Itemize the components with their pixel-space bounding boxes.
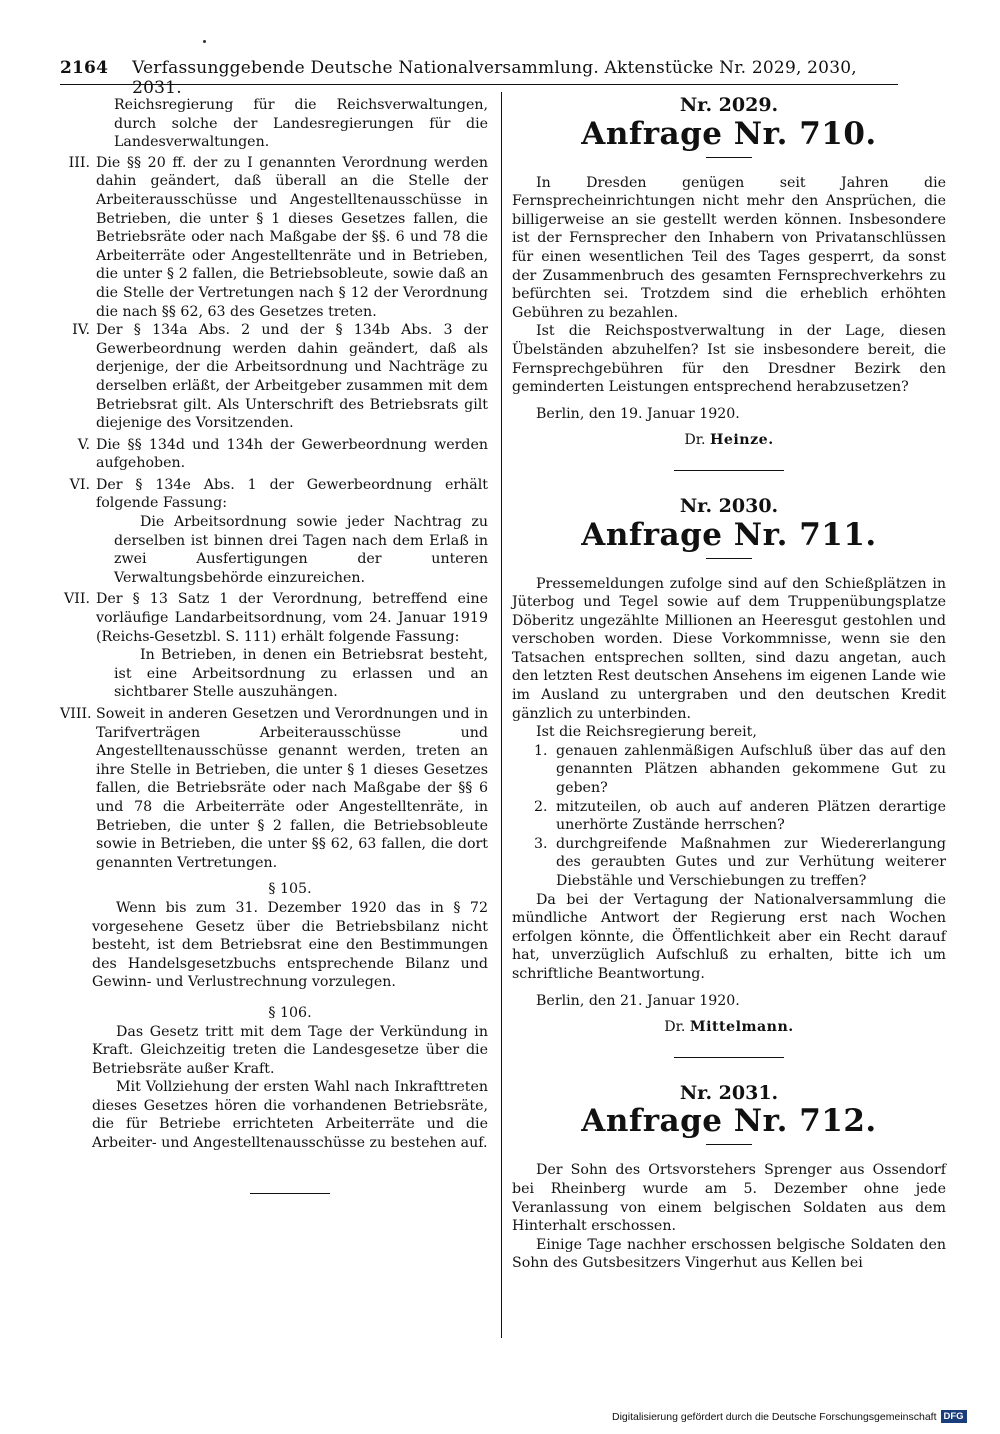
item-v xyxy=(77,436,488,473)
page-number: 2164 xyxy=(60,58,109,78)
separator-rule xyxy=(674,1057,784,1058)
item-iv xyxy=(72,321,488,433)
left-column xyxy=(60,96,488,1208)
item-numeral: VIII. xyxy=(60,706,92,722)
section-106-para-1: Das Gesetz tritt mit dem Tage der Verkündung in Kraft. Gleichzeitig treten die Landesgesetze über die Betriebsräte außer Kraft. xyxy=(92,1023,488,1077)
credit-text: Digitalisierung gefördert durch die Deutsche Forschungsgemeinschaft xyxy=(612,1410,937,1423)
document-2031 xyxy=(512,1081,946,1273)
footer-credit xyxy=(612,1410,967,1423)
title-rule xyxy=(706,157,752,158)
item-text: Soweit in anderen Gesetzen und Verordnungen und in Tarifverträgen Arbeiterausschüsse und Angestelltenausschüsse genannt werden, treten an ihre Stelle in Betrieben, die unter § 1 dieses Gesetzes fallen, die Betriebsräte oder nach Maßgabe der §§ 6 und 78 die Arbeiterräte oder Angestelltenräte, in Betrieben, die unter § 2 fallen, die Betriebsobleute sowie in Betrieben, die unter §§ 62, 63 fallen, die dort genannten Vertretungen. xyxy=(96,706,488,871)
document-2030 xyxy=(512,494,946,1058)
list-item: 1. genauen zahlenmäßigen Aufschluß über das auf den genannten Plätzen abhanden gekommene Gut zu geben? xyxy=(534,742,946,797)
right-column xyxy=(512,96,946,1273)
doc-paragraph: Da bei der Vertagung der Nationalversammlung die mündliche Antwort der Regierung erst nach Wochen erfolgen könnte, die Öffentlichkeit aber ein Recht darauf hat, unverzüglich Aufschluß zu erhalten, bitte ich um schriftliche Beantwortung. xyxy=(512,891,946,982)
item-text: Die §§ 20 ff. der zu I genannten Verordnung werden dahin geändert, daß überall an die Stelle der Arbeiterausschüsse und Angestelltenausschüsse in Betrieben, die unter § 1 dieses Gesetzes fallen, die Betriebsräte oder nach Maßgabe der §§. 6 und 78 die Arbeiterräte oder Angestelltenräte und in Betrieben, die unter § 2 fallen, die Betriebsobleute, sowie daß an die Stelle der Vertretungen nach § 12 der Verordnung die nach §§ 62, 63 des Gesetzes treten. xyxy=(96,154,488,320)
doc-number: Nr. 2030. xyxy=(679,494,779,517)
separator-rule xyxy=(674,470,784,471)
place-date: Berlin, den 19. Januar 1920. xyxy=(536,405,740,422)
list-item: 2. mitzuteilen, ob auch auf anderen Plätzen derartige unerhörte Zustände herrschen? xyxy=(534,798,946,834)
sig-prefix: Dr. xyxy=(664,1019,686,1036)
title-rule xyxy=(706,1144,752,1145)
doc-paragraph: Ist die Reichspostverwaltung in der Lage, diesen Übelständen abzuhelfen? Ist sie insbesondere bereit, die Fernsprechgebühren für den Dresdner Bezirk den geminderten Leistungen entsprechend herabzusetzen? xyxy=(512,323,946,396)
section-106-para-2: Mit Vollziehung der ersten Wahl nach Inkrafttreten dieses Gesetzes hören die vorhandenen Betriebsräte, die für Betriebe errichteten Arbeiterräte und die Arbeiter- und Angestelltenausschüsse zu bestehen auf. xyxy=(92,1079,488,1152)
item-vii xyxy=(64,590,488,702)
sig-name: Heinze. xyxy=(709,432,774,449)
item-vi xyxy=(69,476,488,588)
continuation-text: Reichsregierung für die Reichsverwaltungen, durch solche der Landesregierungen für die Landesverwaltungen. xyxy=(114,97,488,151)
doc-paragraph: Ist die Reichsregierung bereit, xyxy=(536,724,757,741)
place-date: Berlin, den 21. Januar 1920. xyxy=(536,992,740,1009)
section-105-text: Wenn bis zum 31. Dezember 1920 das in § 72 vorgesehene Gesetz über die Betriebsbilanz nicht besteht, ist dem Betriebsrat eine den Bestimmungen des Handelsgesetzbuchs entsprechende Bilanz und Gewinn- und Verlustrechnung vorzulegen. xyxy=(92,899,488,991)
column-divider xyxy=(501,92,502,1338)
item-text: Der § 134e Abs. 1 der Gewerbeordnung erhält folgende Fassung: xyxy=(96,476,488,512)
item-numeral: VII. xyxy=(64,591,90,608)
item-numeral: VI. xyxy=(69,476,90,493)
doc-paragraph: Einige Tage nachher erschossen belgische Soldaten den Sohn des Gutsbesitzers Vingerhut aus Kellen bei xyxy=(512,1236,946,1272)
question-list xyxy=(512,742,946,891)
sig-name: Mittelmann. xyxy=(689,1019,794,1036)
header-rule xyxy=(60,84,898,85)
end-rule xyxy=(250,1193,330,1194)
doc-number: Nr. 2031. xyxy=(679,1081,779,1104)
item-numeral: IV. xyxy=(72,322,90,339)
document-2029 xyxy=(512,96,946,471)
item-numeral: V. xyxy=(77,436,90,453)
print-speck xyxy=(203,40,206,43)
item-quote: Die Arbeitsordnung sowie jeder Nachtrag zu derselben ist binnen drei Tagen nach dem Erlaß in zwei Ausfertigungen der unteren Verwaltungsbehörde einzureichen. xyxy=(114,514,488,586)
dfg-logo: DFG xyxy=(941,1410,967,1423)
item-iii xyxy=(68,154,488,321)
page-header xyxy=(60,58,900,98)
section-106-title: § 106. xyxy=(268,1004,312,1021)
doc-paragraph: Der Sohn des Ortsvorstehers Sprenger aus Ossendorf bei Rheinberg wurde am 5. Dezember ohne jede Veranlassung von einem belgischen Soldaten aus dem Hinterhalt erschossen. xyxy=(512,1162,946,1235)
sig-prefix: Dr. xyxy=(684,432,706,449)
running-title: Verfassunggebende Deutsche Nationalversammlung. Aktenstücke Nr. 2029, 2030, 2031. xyxy=(132,58,857,98)
item-numeral: III. xyxy=(68,154,90,171)
item-text: Die §§ 134d und 134h der Gewerbeordnung werden aufgehoben. xyxy=(96,436,488,472)
item-text: Der § 13 Satz 1 der Verordnung, betreffend eine vorläufige Landarbeitsordnung, vom 24. Januar 1919 (Reichs-Gesetzbl. S. 111) erhält folgende Fassung: xyxy=(96,591,488,645)
anfrage-title: Anfrage Nr. 712. xyxy=(581,1103,877,1140)
doc-paragraph: In Dresden genügen seit Jahren die Fernsprecheinrichtungen nicht mehr den Ansprüchen, die billigerweise an sie gestellt werden können. Insbesondere ist der Fernsprecher den Inhabern von Privatanschlüssen für einen wesentlichen Teil des Tages gesperrt, da sonst der Zusammenbruch des gesamten Fernsprechverkehrs zu befürchten sei. Trotzdem sind die erheblich erhöhten Gebühren zu bezahlen. xyxy=(512,174,946,321)
title-rule xyxy=(706,558,752,559)
anfrage-title: Anfrage Nr. 710. xyxy=(581,115,877,152)
doc-number: Nr. 2029. xyxy=(679,94,779,116)
anfrage-title: Anfrage Nr. 711. xyxy=(581,516,877,553)
item-quote: In Betrieben, in denen ein Betriebsrat besteht, ist eine Arbeitsordnung zu erlassen und an sichtbarer Stelle auszuhängen. xyxy=(114,647,488,701)
signature xyxy=(512,1018,946,1037)
item-text: Der § 134a Abs. 2 und der § 134b Abs. 3 der Gewerbeordnung werden dahin geändert, daß als derjenige, der die Arbeitsordnung und Nachträge zu derselben erläßt, der Arbeitgeber zusammen mit dem Betriebsrat gilt. Als Unterschrift des Betriebsrats gilt diejenige des Vorsitzenden. xyxy=(96,322,488,432)
doc-paragraph: Pressemeldungen zufolge sind auf den Schießplätzen in Jüterbog und Tegel sowie auf dem Truppenübungsplatze Döberitz ungezählte Millionen an Heeresgut gestohlen und verschoben worden. Diese Vorkommnisse, wenn sie den Tatsachen entsprechen sollten, sind dazu angetan, auch den letzten Rest deutschen Ansehens im eigenen Lande wie im Ausland zu untergraben und den deutschen Kredit gänzlich zu unterbinden. xyxy=(512,575,946,722)
section-105-title: § 105. xyxy=(268,881,312,898)
signature xyxy=(512,431,946,450)
list-item: 3. durchgreifende Maßnahmen zur Wiedererlangung des geraubten Gutes und zur Verhütung weiterer Diebstähle und Verschiebungen zu treffen? xyxy=(534,835,946,889)
item-viii xyxy=(60,705,488,872)
